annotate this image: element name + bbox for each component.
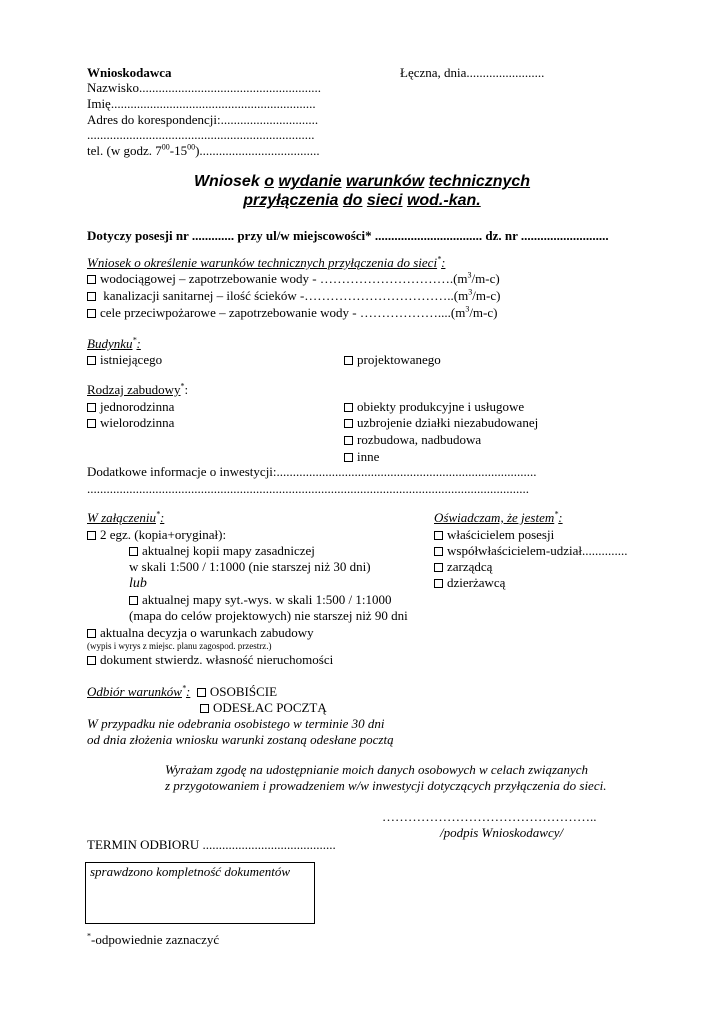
signature-line[interactable]: ………………………………………….. <box>382 809 597 824</box>
checkbox-icon[interactable] <box>344 453 353 462</box>
footnote-mark: * <box>155 509 160 519</box>
title-word: przyłączenia <box>243 192 339 209</box>
checkbox-icon[interactable] <box>87 292 96 301</box>
option-label: inne <box>357 449 380 464</box>
phone-prefix: tel. (w godz. 7 <box>87 143 162 158</box>
applicant-label: Wnioskodawca <box>87 65 172 80</box>
pickup-heading: Odbiór warunków <box>87 684 182 699</box>
attachment-decision-option[interactable] <box>87 626 314 641</box>
heading-colon: : <box>159 510 165 525</box>
option-label: dzierżawcą <box>447 575 506 590</box>
building-existing-option[interactable] <box>87 353 162 368</box>
checkbox-icon[interactable] <box>87 309 96 318</box>
development-heading <box>87 383 188 398</box>
footnote <box>87 933 219 948</box>
checkbox-icon[interactable] <box>197 688 206 697</box>
additional-info-field-line2[interactable]: ........................................................................................................................................ <box>87 481 529 496</box>
option-label: wodociągowej – zapotrzebowanie wody - ………………………….(m <box>100 271 468 286</box>
checkbox-icon[interactable] <box>87 275 96 284</box>
option-label: projektowanego <box>357 352 441 367</box>
option-label: ODESŁAC POCZTĄ <box>213 700 327 715</box>
connection-option-sewage[interactable] <box>87 289 500 304</box>
building-planned-option[interactable] <box>344 353 441 368</box>
footnote-mark: * <box>181 683 186 693</box>
option-label: uzbrojenie działki niezabudowanej <box>357 415 539 430</box>
checkbox-icon[interactable] <box>344 436 353 445</box>
heading-colon: : <box>184 382 189 397</box>
checkbox-icon[interactable] <box>87 356 96 365</box>
first-name-field[interactable]: Imię............................................................... <box>87 96 316 111</box>
heading-colon: : <box>136 336 141 351</box>
option-label: OSOBIŚCIE <box>209 684 278 699</box>
additional-info-field[interactable]: Dodatkowe informacje o inwestycji:................................................................................ <box>87 464 537 479</box>
attachments-heading <box>87 511 164 526</box>
title-word: o <box>264 173 274 190</box>
map-scale-note: w skali 1:500 / 1:1000 (nie starszej niż 30 dni) <box>129 559 371 574</box>
checkbox-icon[interactable] <box>129 547 138 556</box>
or-label: lub <box>129 576 147 591</box>
decision-note: (wypis i wyrys z miejsc. planu zagospod. przestrz.) <box>87 641 272 651</box>
option-label: właścicielem posesji <box>447 527 555 542</box>
option-label: rozbudowa, nadbudowa <box>357 432 482 447</box>
document-title-line1 <box>0 173 724 191</box>
phone-mid: -15 <box>169 143 188 158</box>
connection-option-fire[interactable] <box>87 306 497 321</box>
title-word: wydanie <box>278 173 342 190</box>
option-label: obiekty produkcyjne i usługowe <box>357 399 525 414</box>
connection-heading-text: Wniosek o określenie warunków technicznych przyłączenia do sieci <box>87 255 438 270</box>
attachment-map-copy-option[interactable] <box>129 544 315 559</box>
option-label: cele przeciwpożarowe – zapotrzebowanie wody - ………………....(m <box>100 305 466 320</box>
surname-field[interactable]: Nazwisko........................................................ <box>87 80 321 95</box>
pickup-mail-option[interactable] <box>200 701 327 716</box>
attachment-ownership-option[interactable] <box>87 653 333 668</box>
development-heading-text: Rodzaj zabudowy <box>87 382 181 397</box>
development-option-industrial[interactable] <box>344 400 524 415</box>
option-label: istniejącego <box>100 352 163 367</box>
declaration-option-tenant[interactable] <box>434 576 505 591</box>
pickup-note-line2: od dnia złożenia wniosku warunki zostaną odesłane pocztą <box>87 732 394 747</box>
declaration-option-manager[interactable] <box>434 560 492 575</box>
title-word: warunków <box>346 173 425 190</box>
phone-hour-end-sup: 00 <box>187 142 196 152</box>
property-line[interactable]: Dotyczy posesji nr ............. przy ul/w miejscowości* ................................. dz. nr ........................... <box>87 228 609 243</box>
unit-sup: 3 <box>467 270 472 280</box>
phone-hour-start-sup: 00 <box>161 142 170 152</box>
option-label: aktualnej mapy syt.-wys. w skali 1:500 / 1:1000 <box>142 592 392 607</box>
attachment-copies-option[interactable] <box>87 528 226 543</box>
checkbox-icon[interactable] <box>344 419 353 428</box>
signature-label: /podpis Wnioskodawcy/ <box>440 825 564 840</box>
unit-label: /m-c) <box>469 305 498 320</box>
checkbox-icon[interactable] <box>434 579 443 588</box>
heading-colon: : <box>441 255 446 270</box>
checkbox-icon[interactable] <box>344 356 353 365</box>
development-option-plot[interactable] <box>344 416 538 431</box>
development-option-extension[interactable] <box>344 433 481 448</box>
option-label: współwłaścicielem-udział.............. <box>447 543 628 558</box>
footnote-mark: * <box>180 381 185 391</box>
pickup-date-field[interactable]: TERMIN ODBIORU ......................................... <box>87 837 336 852</box>
checkbox-icon[interactable] <box>344 403 353 412</box>
checkbox-icon[interactable] <box>87 629 96 638</box>
option-label: jednorodzinna <box>100 399 175 414</box>
development-option-single[interactable] <box>87 400 174 415</box>
development-option-multi[interactable] <box>87 416 174 431</box>
title-word: wod.-kan. <box>406 192 481 209</box>
option-label: dokument stwierdz. własność nieruchomości <box>100 652 334 667</box>
consent-line2: z przygotowaniem i prowadzeniem w/w inwestycji dotyczących przyłączenia do sieci. <box>165 778 607 793</box>
address-field[interactable]: Adres do korespondencji:.............................. <box>87 112 319 127</box>
heading-colon: : <box>558 510 563 525</box>
document-title-line2 <box>0 192 724 210</box>
building-heading <box>87 337 141 352</box>
declaration-option-owner[interactable] <box>434 528 554 543</box>
option-label: aktualna decyzja o warunkach zabudowy <box>100 625 314 640</box>
checkbox-icon[interactable] <box>87 419 96 428</box>
building-heading-text: Budynku <box>87 336 133 351</box>
checkbox-icon[interactable] <box>87 531 96 540</box>
attachments-heading-text: W załączeniu <box>87 510 156 525</box>
attachment-map-syt-option[interactable] <box>129 593 392 608</box>
unit-sup: 3 <box>465 304 470 314</box>
unit-label: /m-c) <box>472 288 501 303</box>
declaration-heading-text: Oświadczam, że jestem <box>434 510 555 525</box>
footnote-text: -odpowiednie zaznaczyć <box>91 932 220 947</box>
checkbox-icon[interactable] <box>434 563 443 572</box>
option-label: wielorodzinna <box>100 415 175 430</box>
phone-field[interactable] <box>87 144 320 159</box>
option-label: kanalizacji sanitarnej – ilość ścieków -……………………………..(m <box>100 288 469 303</box>
place-date-field[interactable]: Łęczna, dnia........................ <box>400 65 545 80</box>
unit-label: /m-c) <box>471 271 500 286</box>
title-word: Wniosek <box>193 173 260 190</box>
declaration-heading <box>434 511 563 526</box>
footnote-mark: * <box>554 509 559 519</box>
footnote-mark: * <box>87 931 91 941</box>
check-box-label: sprawdzono kompletność dokumentów <box>90 864 291 879</box>
development-option-other[interactable] <box>344 450 379 465</box>
title-word: technicznych <box>428 173 531 190</box>
checkbox-icon[interactable] <box>434 547 443 556</box>
unit-sup: 3 <box>468 287 473 297</box>
checkbox-icon[interactable] <box>87 403 96 412</box>
checkbox-icon[interactable] <box>434 531 443 540</box>
title-word: do <box>342 192 363 209</box>
office-check-box <box>85 862 315 924</box>
address-field-line2[interactable]: ...................................................................... <box>87 127 315 142</box>
pickup-row <box>87 685 277 700</box>
checkbox-icon[interactable] <box>87 656 96 665</box>
connection-heading <box>87 256 445 271</box>
pickup-personal-option[interactable] <box>197 684 277 699</box>
phone-suffix: )..................................... <box>195 143 320 158</box>
footnote-mark: * <box>437 254 442 264</box>
option-label: zarządcą <box>447 559 493 574</box>
connection-option-water[interactable] <box>87 272 500 287</box>
footnote-mark: * <box>132 335 137 345</box>
consent-line1: Wyrażam zgodę na udostępnianie moich danych osobowych w celach związanych <box>165 762 589 777</box>
option-label: 2 egz. (kopia+oryginał): <box>100 527 227 542</box>
checkbox-icon[interactable] <box>200 704 209 713</box>
option-label: aktualnej kopii mapy zasadniczej <box>142 543 315 558</box>
declaration-option-coowner[interactable] <box>434 544 628 559</box>
pickup-note-line1: W przypadku nie odebrania osobistego w terminie 30 dni <box>87 716 385 731</box>
title-word: sieci <box>366 192 403 209</box>
map-syt-note: (mapa do celów projektowych) nie starszej niż 90 dni <box>129 608 408 623</box>
checkbox-icon[interactable] <box>129 596 138 605</box>
heading-colon: : <box>185 684 191 699</box>
